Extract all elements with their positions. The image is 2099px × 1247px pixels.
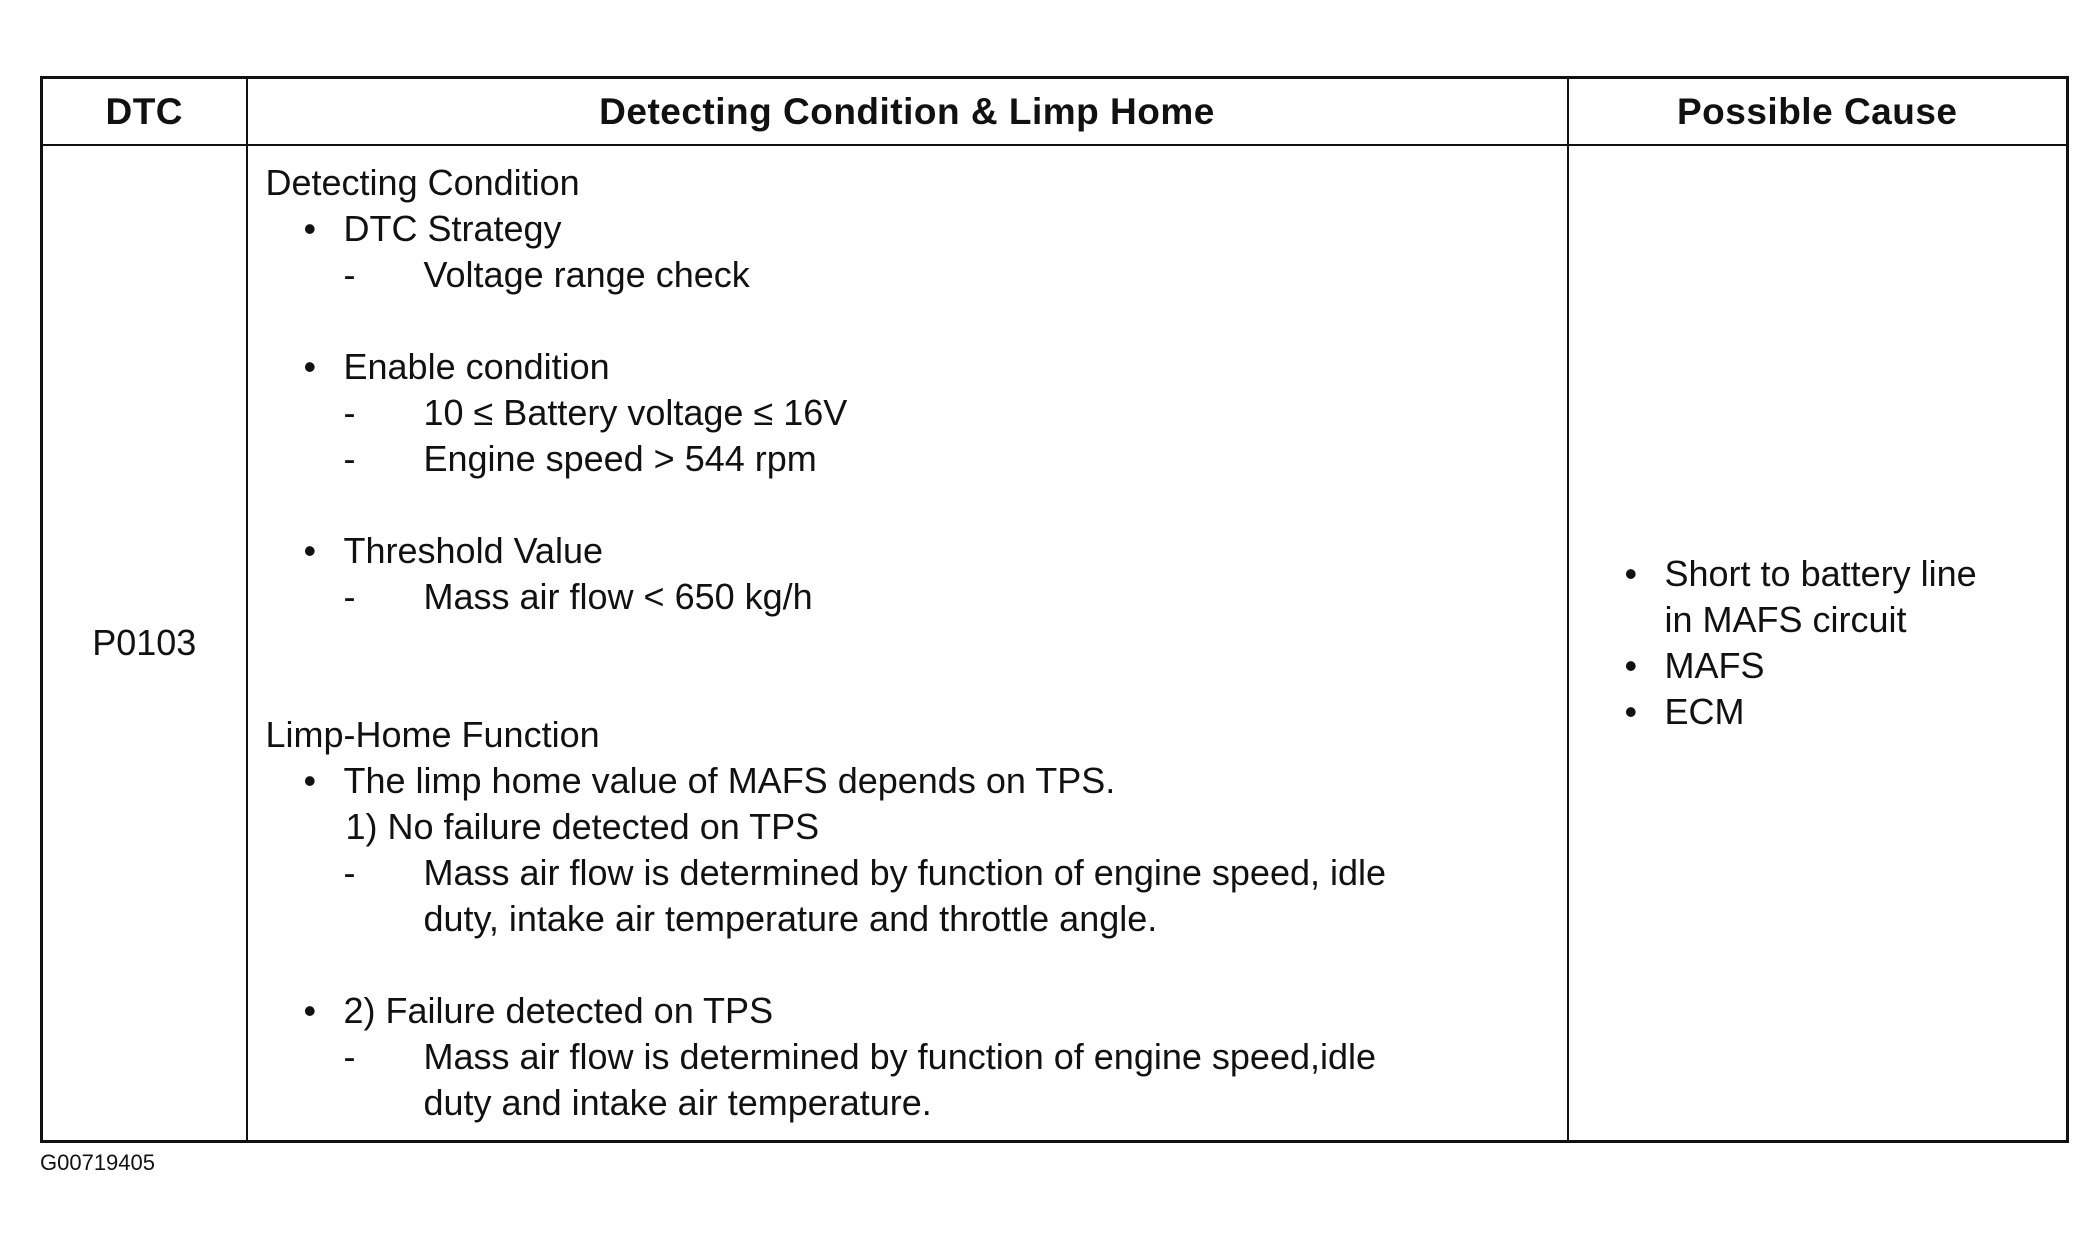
enable-title: Enable condition: [343, 346, 610, 387]
case2-bullet: [266, 988, 1567, 1034]
cause-list: [1569, 551, 2067, 735]
dtc-table: [40, 76, 2069, 1143]
strategy-item-text: Voltage range check: [423, 254, 750, 295]
dash-icon: -: [343, 1036, 356, 1077]
dash-icon: -: [343, 254, 356, 295]
threshold-bullet: [266, 528, 1567, 574]
dash-icon: -: [343, 438, 356, 479]
bullet-icon: •: [303, 346, 317, 387]
bullet-icon: •: [303, 990, 317, 1031]
cause-item: [1625, 689, 2067, 735]
limp-home-intro: [266, 758, 1567, 804]
detecting-condition-heading: Detecting Condition: [265, 162, 580, 203]
strategy-title: DTC Strategy: [343, 208, 562, 249]
cause-item: [1625, 551, 2067, 643]
table-row: [42, 145, 2068, 1142]
spacer: [266, 942, 1567, 988]
dash-icon: -: [343, 392, 356, 433]
cause-item-line: in MAFS circuit: [1664, 599, 1907, 640]
threshold-title: Threshold Value: [343, 530, 603, 571]
enable-item-text: 10 ≤ Battery voltage ≤ 16V: [423, 392, 848, 433]
spacer: [266, 620, 1567, 712]
condition-cell: [247, 145, 1568, 1142]
header-row: [42, 78, 2068, 146]
header-cause: Possible Cause: [1568, 78, 2068, 146]
cause-item-text: MAFS: [1664, 645, 1765, 686]
case2-line2: duty and intake air temperature.: [423, 1082, 932, 1123]
spacer: [266, 482, 1567, 528]
bullet-icon: •: [303, 530, 317, 571]
case1-line2: duty, intake air temperature and throttle angle.: [423, 898, 1158, 939]
threshold-item-text: Mass air flow < 650 kg/h: [423, 576, 813, 617]
case1-line1-text: Mass air flow is determined by function of engine speed, idle: [423, 852, 1387, 893]
bullet-icon: •: [1624, 645, 1638, 686]
enable-item-text: Engine speed > 544 rpm: [423, 438, 817, 479]
header-dtc: DTC: [42, 78, 247, 146]
case2-line1-text: Mass air flow is determined by function of engine speed,idle: [423, 1036, 1377, 1077]
cause-cell: [1568, 145, 2068, 1142]
dash-icon: -: [343, 852, 356, 893]
bullet-icon: •: [1624, 553, 1638, 594]
dtc-code: P0103: [42, 145, 247, 1142]
case1-title: 1) No failure detected on TPS: [345, 806, 820, 847]
header-condition: Detecting Condition & Limp Home: [247, 78, 1568, 146]
enable-bullet: [266, 344, 1567, 390]
case2-line1: [266, 1034, 1567, 1080]
bullet-icon: •: [303, 208, 317, 249]
bullet-icon: •: [303, 760, 317, 801]
dash-icon: -: [343, 576, 356, 617]
figure-code: G00719405: [40, 1150, 155, 1175]
limp-home-heading: Limp-Home Function: [265, 714, 600, 755]
case2-title: 2) Failure detected on TPS: [343, 990, 774, 1031]
case1-line1: [266, 850, 1567, 896]
cause-item-text: ECM: [1664, 691, 1745, 732]
cause-item-line: Short to battery line: [1664, 553, 1977, 594]
enable-item: [266, 390, 1567, 436]
strategy-bullet: [266, 206, 1567, 252]
cause-item: [1625, 643, 2067, 689]
enable-item: [266, 436, 1567, 482]
bullet-icon: •: [1624, 691, 1638, 732]
strategy-item: [266, 252, 1567, 298]
spacer: [266, 298, 1567, 344]
threshold-item: [266, 574, 1567, 620]
limp-home-intro-text: The limp home value of MAFS depends on TPS.: [343, 760, 1116, 801]
